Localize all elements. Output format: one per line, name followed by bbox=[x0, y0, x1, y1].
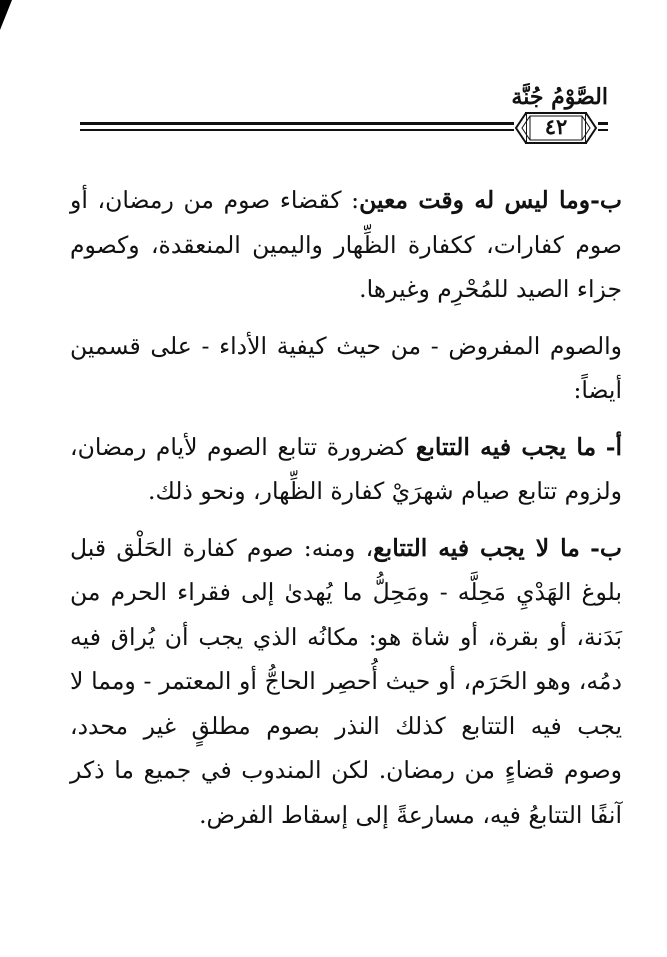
paragraph-heading: ما لا يجب فيه التتابع bbox=[373, 533, 580, 562]
running-title: الصَّوْمُ جُنَّة bbox=[511, 84, 608, 110]
paragraph-heading: وما ليس له وقت معين bbox=[359, 186, 591, 214]
paragraph-a-consecutive bbox=[70, 425, 622, 514]
paragraph-text: والصوم المفروض - من حيث كيفية الأداء - على قسمين أيضاً: bbox=[70, 331, 622, 404]
paragraph-text: : كقضاء صوم من رمضان، أو صوم كفارات، ككفارة الظِّهار واليمين المنعقدة، وكصوم جزاء الصيد للمُحْرِم وغيرها. bbox=[70, 186, 622, 303]
list-marker: أ- bbox=[605, 432, 622, 461]
paragraph-b-no-fixed-time bbox=[70, 178, 622, 312]
list-marker: ب- bbox=[590, 533, 622, 562]
page-number-frame bbox=[514, 111, 598, 145]
page-number: ٤٢ bbox=[544, 114, 568, 139]
paragraph-heading: ما يجب فيه التتابع bbox=[415, 432, 597, 461]
paragraph-obligatory-fast bbox=[70, 324, 622, 413]
page-body bbox=[70, 178, 622, 837]
page-corner-mark bbox=[0, 0, 12, 30]
page-header bbox=[80, 78, 608, 158]
paragraph-text: كضرورة تتابع الصوم لأيام رمضان، ولزوم تتابع صيام شهرَيْ كفارة الظِّهار، ونحو ذلك. bbox=[70, 432, 622, 505]
paragraph-b-non-consecutive bbox=[70, 526, 622, 838]
list-marker: ب- bbox=[590, 186, 623, 214]
paragraph-text: ، ومنه: صوم كفارة الحَلْق قبل بلوغ الهَدْيِ مَحِلَّه - ومَحِلُّ ما يُهدىٰ إلى فقراء الحرم من بَدَنة، أو بقرة، أو شاة هو: مكانُه الذي يجب أن يُراق فيه دمُه، وهو الحَرَم، أو حيث أُحصِر الحاجُّ أو المعتمر - ومما لا يجب فيه التتابع كذلك النذر بصوم مطلقٍ غير محدد، وصوم قضاءٍ من رمضان. لكن المندوب في جميع ما ذكر آنفًا التتابعُ فيه، مسارعةً إلى إسقاط الفرض. bbox=[70, 533, 622, 829]
